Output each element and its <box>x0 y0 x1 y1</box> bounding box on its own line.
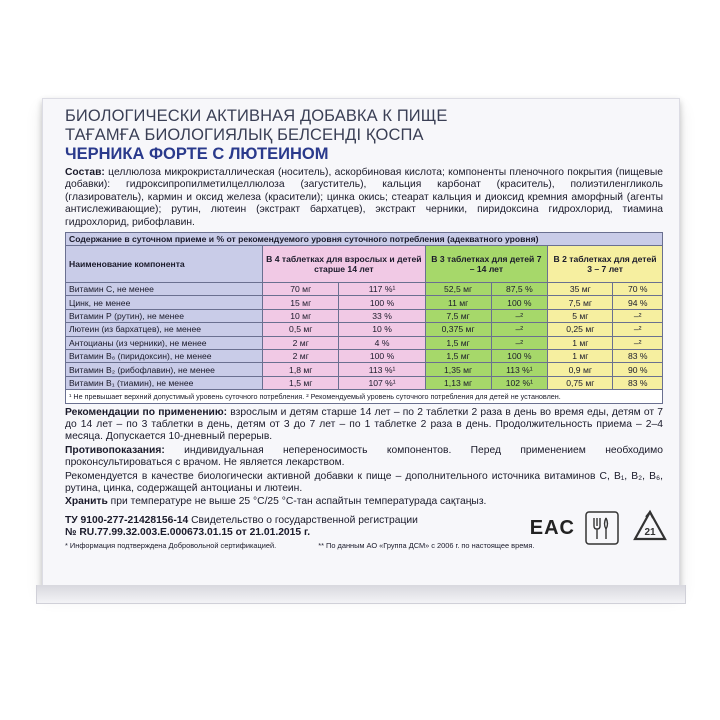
cell-child714-amount: 1,13 мг <box>425 376 491 389</box>
usage-label: Рекомендации по применению: <box>65 406 228 418</box>
contra-label: Противопоказания: <box>65 444 165 456</box>
cell-child37-amount: 1 мг <box>548 336 613 349</box>
cell-adult-amount: 1,8 мг <box>263 363 339 376</box>
composition-label: Состав: <box>65 167 105 178</box>
package-bottom-edge <box>36 585 686 604</box>
cell-child714-amount: 52,5 мг <box>425 283 491 296</box>
storage-label: Хранить <box>65 496 108 508</box>
cell-adult-amount: 1,5 мг <box>263 376 339 389</box>
table-row <box>66 283 663 296</box>
cell-adult-percent: 117 %¹ <box>339 283 425 296</box>
cell-adult-percent: 4 % <box>339 336 425 349</box>
cell-name: Витамин В₆ (пиридоксин), не менее <box>66 349 263 362</box>
cell-name: Витамин В₁ (тиамин), не менее <box>66 376 263 389</box>
eac-mark-icon: EAC <box>529 516 575 539</box>
table-caption: Содержание в суточном приеме и % от рекомендуемого уровня суточного потребления (адекватного уровня) <box>66 233 663 246</box>
cell-child714-percent: 100 % <box>491 296 548 309</box>
certification-icons <box>530 509 671 547</box>
cell-child714-percent: –² <box>491 336 548 349</box>
package-back <box>42 98 680 587</box>
cell-child37-amount: 35 мг <box>548 283 613 296</box>
cell-adult-amount: 10 мг <box>263 309 339 322</box>
cell-child37-amount: 1 мг <box>548 349 613 362</box>
composition <box>65 167 663 229</box>
cell-name: Лютеин (из бархатцев), не менее <box>66 323 263 336</box>
table-row <box>66 309 663 322</box>
label-content <box>65 107 663 551</box>
storage <box>65 496 663 508</box>
cell-adult-percent: 107 %¹ <box>339 376 425 389</box>
cell-adult-amount: 15 мг <box>263 296 339 309</box>
cell-child37-percent: 90 % <box>613 363 663 376</box>
storage-text: при температуре не выше 25 °C/25 °C-тан аспайтын температурада сақтаңыз. <box>107 496 487 508</box>
cell-name: Витамин С, не менее <box>66 283 263 296</box>
cell-child37-amount: 5 мг <box>548 309 613 322</box>
cell-adult-percent: 100 % <box>339 296 425 309</box>
tu-number: ТУ 9100-277-21428156-14 <box>65 514 189 526</box>
cell-name: Витамин Р (рутин), не менее <box>66 309 263 322</box>
cell-child714-amount: 1,5 мг <box>425 336 491 349</box>
table-row <box>66 323 663 336</box>
footnote-right: ** По данным АО «Группа ДСМ» с 2006 г. по настоящее время. <box>318 540 535 550</box>
cell-child37-amount: 0,9 мг <box>548 363 613 376</box>
col-children-7-14-header: В 3 таблетках для детей 7 – 14 лет <box>425 246 548 283</box>
cell-name: Антоцианы (из черники), не менее <box>66 336 263 349</box>
cell-adult-amount: 70 мг <box>263 283 339 296</box>
cell-child714-percent: 100 % <box>491 349 548 362</box>
food-contact-icon <box>585 511 619 545</box>
cell-child37-percent: –² <box>613 323 663 336</box>
tu-text: Свидетельство о государственной регистрации <box>188 514 418 526</box>
table-row <box>66 349 663 362</box>
cell-child714-amount: 1,35 мг <box>425 363 491 376</box>
cell-child714-percent: –² <box>491 323 548 336</box>
cell-child37-percent: –² <box>613 336 663 349</box>
header-line2: ТАҒАМҒА БИОЛОГИЯЛЫҚ БЕЛСЕНДІ ҚОСПА <box>65 126 424 144</box>
cell-child714-percent: 87,5 % <box>491 283 548 296</box>
cell-name: Витамин В₂ (рибофлавин), не менее <box>66 363 263 376</box>
table-row <box>66 363 663 376</box>
cell-child714-percent: 113 %¹ <box>491 363 548 376</box>
footnote-left: * Информация подтверждена Добровольной сертификацией. <box>65 540 277 550</box>
cell-child37-percent: 70 % <box>613 283 663 296</box>
cell-child37-percent: 83 % <box>613 349 663 362</box>
col-children-3-7-header: В 2 таблетках для детей 3 – 7 лет <box>548 246 663 283</box>
cell-adult-amount: 0,5 мг <box>263 323 339 336</box>
cell-child37-percent: 94 % <box>613 296 663 309</box>
cell-child714-amount: 1,5 мг <box>425 349 491 362</box>
recycle-number: 21 <box>644 527 656 538</box>
cell-child714-percent: 102 %¹ <box>491 376 548 389</box>
table-row <box>66 336 663 349</box>
contra-text: индивидуальная непереносимость компонентов. Перед применением необходимо проконсультироваться с врачом. Не является лекарством. <box>65 444 663 469</box>
cell-child714-percent: –² <box>491 309 548 322</box>
cell-child37-amount: 7,5 мг <box>548 296 613 309</box>
header-line1: БИОЛОГИЧЕСКИ АКТИВНАЯ ДОБАВКА К ПИЩЕ <box>65 107 448 125</box>
nutrient-table <box>65 232 663 404</box>
table-footnote: ¹ Не превышает верхний допустимый уровень суточного потребления. ² Рекомендуемый уровень суточного потребления для детей не установлен. <box>66 390 663 403</box>
cell-name: Цинк, не менее <box>66 296 263 309</box>
cell-adult-percent: 10 % <box>339 323 425 336</box>
cell-adult-amount: 2 мг <box>263 349 339 362</box>
cell-adult-amount: 2 мг <box>263 336 339 349</box>
table-row <box>66 376 663 389</box>
cell-adult-percent: 113 %¹ <box>339 363 425 376</box>
cell-adult-percent: 100 % <box>339 349 425 362</box>
cell-child714-amount: 11 мг <box>425 296 491 309</box>
composition-text: целлюлоза микрокристаллическая (носитель), аскорбиновая кислота; компоненты пленочного покрытия (пищевые добавки): гидроксипропилметилцеллюлоза (загуститель), кальция карбонат (краситель), полиэтиленгликоль (глазирователь), кармин и оксид железа (красители); цинка окись; стеарат кальция и диоксид кремния аморфный (агенты антислеживающие); рутин, лютеин (экстракт бархатцев), экстракт черники, пиридоксина гидрохлорид, тиамина гидрохлорид, рибофлавин. <box>65 167 663 228</box>
usage <box>65 407 663 444</box>
contraindications <box>65 445 663 470</box>
usage-text: взрослым и детям старше 14 лет – по 2 таблетки 2 раза в день во время еды, детям от 7 до 14 лет – по 3 таблетки в день, детям от 3 до 7 лет – по 1 таблетке 2 раза в день. Продолжительность приема – 2–4 месяца. Допускается 10-дневный перерыв. <box>65 406 663 443</box>
table-row <box>66 296 663 309</box>
registration-number: № RU.77.99.32.003.E.000673.01.15 от 21.01.2015 г. <box>65 527 311 539</box>
col-adults-header: В 4 таблетках для взрослых и детей старше 14 лет <box>263 246 426 283</box>
recommendation: Рекомендуется в качестве биологически активной добавки к пище – дополнительного источника витаминов С, В₁, В₂, В₆, рутина, цинка, содержащей антоцианы и лютеин. <box>65 470 663 494</box>
cell-child714-amount: 7,5 мг <box>425 309 491 322</box>
cell-child37-amount: 0,25 мг <box>548 323 613 336</box>
recycle-icon <box>629 509 671 547</box>
cell-adult-percent: 33 % <box>339 309 425 322</box>
cell-child37-percent: –² <box>613 309 663 322</box>
cell-child37-amount: 0,75 мг <box>548 376 613 389</box>
cell-child37-percent: 83 % <box>613 376 663 389</box>
cell-child714-amount: 0,375 мг <box>425 323 491 336</box>
product-name: ЧЕРНИКА ФОРТЕ С ЛЮТЕИНОМ <box>65 145 329 163</box>
col-name-header: Наименование компонента <box>66 246 263 283</box>
